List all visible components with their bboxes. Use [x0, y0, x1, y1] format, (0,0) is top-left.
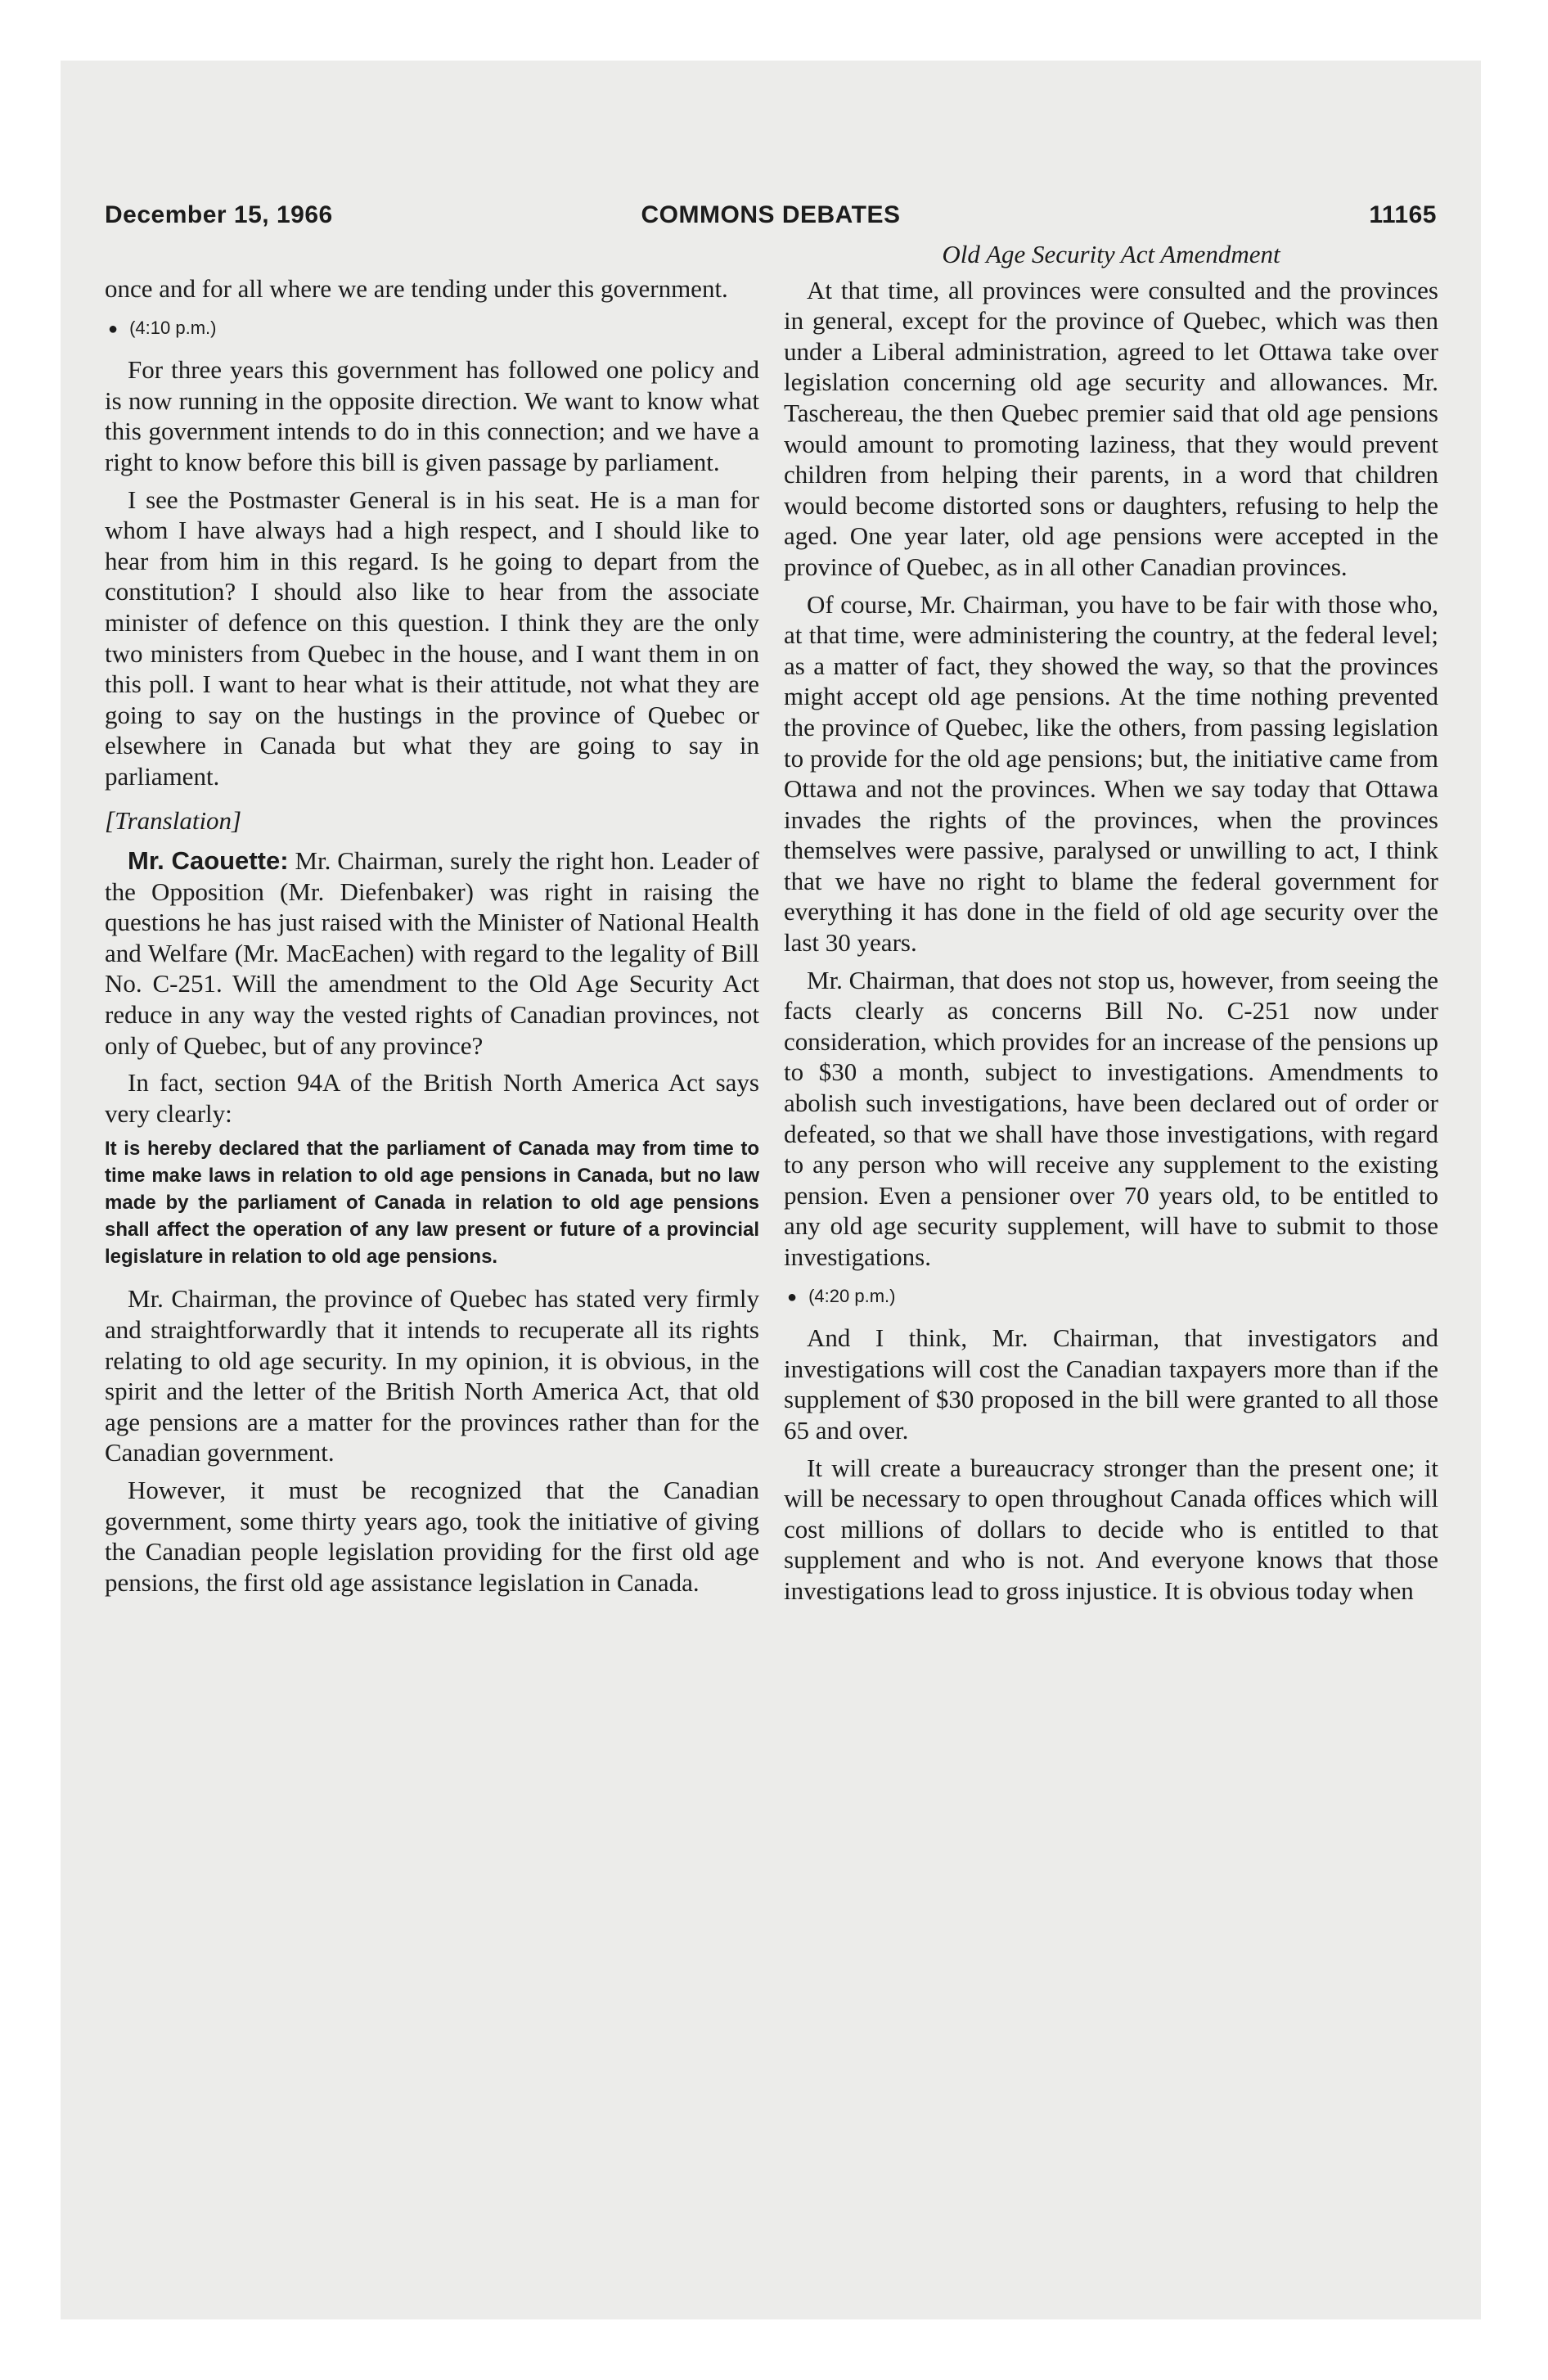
timestamp: [787, 1281, 1438, 1314]
paragraph: At that time, all provinces were consulted and the provinces in general, except for the province of Quebec, which was then under a Liberal administration, agreed to let Ottawa take over legislation concerning old age security and allowances. Mr. Taschereau, the then Quebec premier said that old age pensions would amount to promoting laziness, that they would prevent children from helping their parents, in a word that children would become distorted sons or daughters, refusing to help the aged. One year later, old age pensions were accepted in the province of Quebec, as in all other Canadian provinces.: [784, 275, 1438, 581]
block-quote: It is hereby declared that the parliament of Canada may from time to time make laws in relation to old age pensions in Canada, but no law made by the parliament of Canada in relation to old age pensions shall affect the operation of any law present or future of a provincial legislature in relation to old age pensions.: [105, 1138, 759, 1269]
paragraph: For three years this government has followed one policy and is now running in the opposite direction. We want to know what this government intends to do in this connection; and we have a right to know before this bill is given passage by parliament.: [105, 355, 759, 476]
header-page-number: 11165: [1369, 201, 1437, 228]
translation-label: [Translation]: [105, 805, 242, 835]
paragraph: Mr. Chairman, the province of Quebec has stated very firmly and straightforwardly that it intends to recuperate all its rights relating to old age security. In my opinion, it is obvious, in the spirit and the letter of the British North America Act, that old age pensions are a matter for the provinces rather than for the Canadian government.: [105, 1284, 759, 1467]
header-title: COMMONS DEBATES: [641, 201, 901, 228]
paragraph: It will create a bureaucracy stronger than the present one; it will be necessary to open throughout Canada offices which will cost millions of dollars to decide who is entitled to that supplement and who is not. And everyone knows that those investigations lead to gross injustice. It is obvious today when: [784, 1453, 1438, 1605]
running-head: Old Age Security Act Amendment: [942, 240, 1280, 268]
timestamp: [108, 313, 759, 345]
paragraph: Of course, Mr. Chairman, you have to be fair with those who, at that time, were administering the country, at the federal level; as a matter of fact, they showed the way, so that the provinces might accept old age pensions. At the time nothing prevented the province of Quebec, like the others, from passing legislation to provide for the old age pensions; but, the initiative came from Ottawa and not the provinces. When we say today that Ottawa invades the rights of the provinces, when the provinces themselves were passive, paralysed or unwilling to act, I think that we have no right to blame the federal government for everything it has done in the field of old age security over the last 30 years.: [784, 589, 1438, 958]
paragraph: Mr. Chairman, that does not stop us, however, from seeing the facts clearly as concerns Bill No. C-251 now under consideration, which provides for an increase of the pensions up to $30 a month, subject to investigations. Amendments to abolish such investigations, have been declared out of order or defeated, so that we shall have those investigations, with regard to any person who will receive any supplement to the existing pension. Even a pensioner over 70 years old, to be entitled to any old age security supplement, will have to submit to those investigations.: [784, 965, 1438, 1271]
bullet-icon: ●: [787, 1287, 798, 1306]
page-header: [105, 201, 1437, 239]
paragraph: And I think, Mr. Chairman, that investigators and investigations will cost the Canadian taxpayers more than if the supplement of $30 proposed in the bill were granted to all those 65 and over.: [784, 1323, 1438, 1445]
right-column: [784, 239, 1438, 1613]
paragraph: once and for all where we are tending under this government.: [105, 274, 728, 303]
paragraph: In fact, section 94A of the British North America Act says very clearly:: [105, 1068, 759, 1128]
header-date: December 15, 1966: [105, 201, 333, 228]
left-column: [105, 273, 759, 1604]
speech-paragraph: [105, 845, 759, 1061]
paragraph: I see the Postmaster General is in his seat. He is a man for whom I have always had a high respect, and I should like to hear from him in this regard. Is he going to depart from the constitution? I should also like to hear from the associate minister of defence on this question. I think they are the only two ministers from Quebec in the house, and I want them in on this poll. I want to hear what is their attitude, not what they are going to say on the hustings in the province of Quebec or elsewhere in Canada but what they are going to say in parliament.: [105, 485, 759, 791]
timestamp-text: (4:20 p.m.): [808, 1285, 896, 1306]
speech-text: Mr. Chairman, surely the right hon. Leader of the Opposition (Mr. Diefenbaker) was right in raising the questions he has just raised with the Minister of National Health and Welfare (Mr. MacEachen) with regard to the legality of Bill No. C-251. Will the amendment to the Old Age Security Act reduce in any way the vested rights of Canadian provinces, not only of Quebec, but of any province?: [105, 846, 760, 1060]
timestamp-text: (4:10 p.m.): [129, 317, 217, 338]
paragraph: However, it must be recognized that the Canadian government, some thirty years ago, took the initiative of giving the Canadian people legislation providing for the first old age pensions, the first old age assistance legislation in Canada.: [105, 1476, 759, 1597]
bullet-icon: ●: [108, 319, 119, 338]
speaker-name: Mr. Caouette:: [128, 846, 289, 876]
